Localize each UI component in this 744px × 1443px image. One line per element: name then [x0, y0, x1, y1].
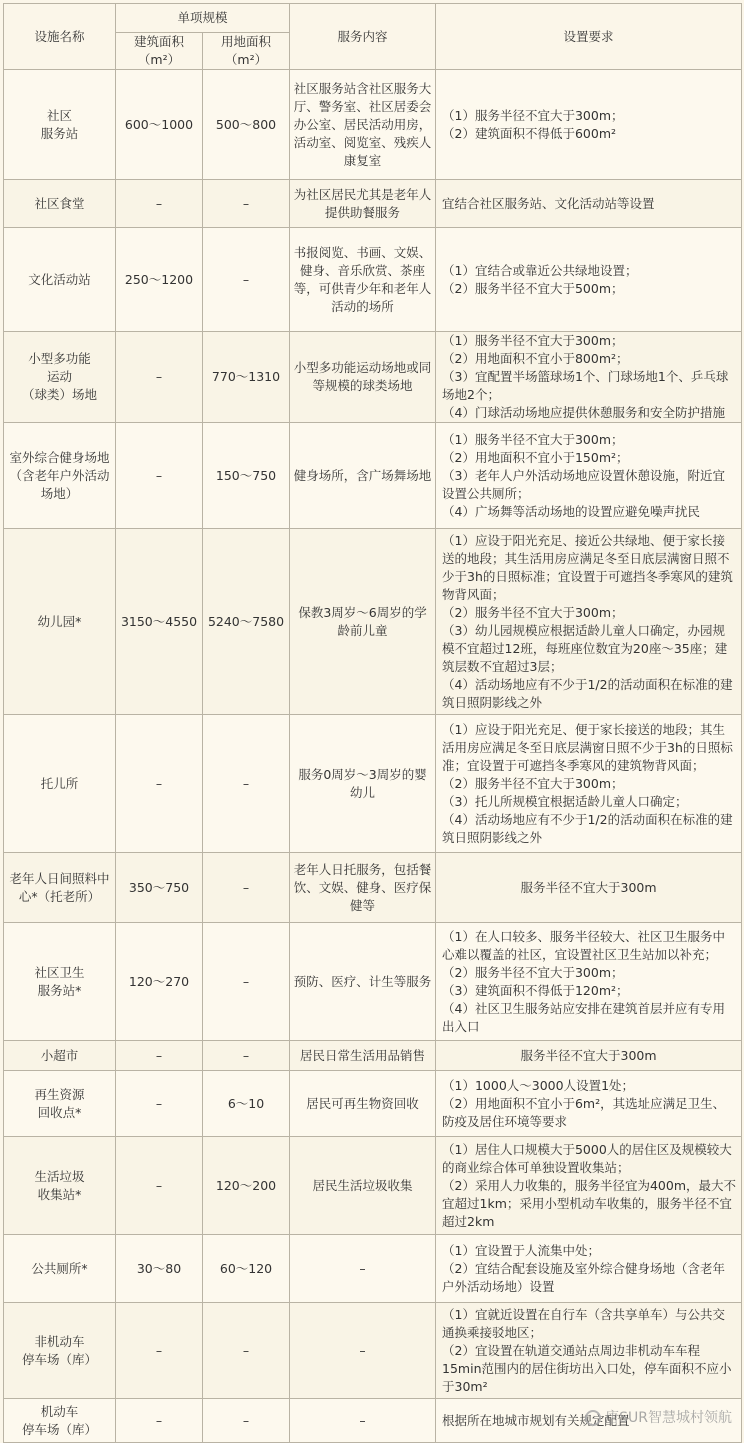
facility-name [4, 70, 116, 180]
requirement-line: （4）活动场地应有不少于1/2的活动面积在标准的建筑日照阴影线之外 [442, 811, 733, 845]
requirement-cell [436, 715, 742, 853]
requirement-line: （1）宜就近设置在自行车（含共享单车）与公共交通换乘接驳地区； [442, 1306, 725, 1340]
facility-name-line: 收集站* [37, 1186, 82, 1202]
requirement-cell [436, 1235, 742, 1303]
facility-name [4, 923, 116, 1041]
requirement-line: （2）服务半径不宜大于500m； [442, 280, 624, 296]
building-area-cell: 120～270 [116, 923, 203, 1041]
building-area-cell: 3150～4550 [116, 529, 203, 715]
facility-name [4, 423, 116, 529]
table-row [4, 70, 742, 180]
header-land-area [203, 33, 290, 70]
header-building-area [116, 33, 203, 70]
requirement-line: （1）1000人～3000人设置1处； [442, 1077, 635, 1093]
facility-name-line: 社区 [46, 107, 72, 123]
requirement-line: （2）建筑面积不得低于600m² [442, 125, 617, 141]
requirement-line: （3）托儿所规模宜根据适龄儿童人口确定； [442, 793, 688, 809]
requirement-line: （1）服务半径不宜大于300m； [442, 333, 624, 348]
service-cell: – [290, 1399, 436, 1443]
service-cell: 预防、医疗、计生等服务 [290, 923, 436, 1041]
land-area-cell: – [203, 180, 290, 228]
facility-name-line: 运动 [46, 369, 72, 384]
requirement-line: 服务半径不宜大于300m [520, 879, 657, 895]
requirement-cell [436, 1303, 742, 1399]
service-cell: 小型多功能运动场地或同等规模的球类场地 [290, 332, 436, 423]
land-area-cell: – [203, 853, 290, 923]
service-cell: 社区服务站含社区服务大厅、警务室、社区居委会办公室、居民活动用房，活动室、阅览室、残疾人康复室 [290, 70, 436, 180]
requirement-line: （1）应设于阳光充足、接近公共绿地、便于家长接送的地段；其生活用房应满足冬至日底层满窗日照不少于3h的日照标准；宜设置于可遮挡冬季寒风的建筑物背风面； [442, 532, 733, 602]
table-row [4, 180, 742, 228]
service-cell: 保教3周岁～6周岁的学龄前儿童 [290, 529, 436, 715]
table-row [4, 1041, 742, 1071]
building-area-cell: – [116, 1137, 203, 1235]
header-name: 设施名称 [4, 4, 116, 70]
requirement-cell [436, 180, 742, 228]
facility-name-line: 服务站 [40, 125, 79, 141]
building-area-cell: – [116, 1071, 203, 1137]
requirement-line: （4）门球活动场地应提供休憩服务和安全防护措施 [442, 405, 725, 420]
requirement-line: （1）在人口较多、服务半径较大、社区卫生服务中心难以覆盖的社区，宜设置社区卫生站加以补充； [442, 928, 725, 962]
watermark-text: 唐SUR智慧城村领航 [605, 1410, 732, 1426]
building-area-cell: 30～80 [116, 1235, 203, 1303]
table-row [4, 1235, 742, 1303]
land-area-cell: – [203, 228, 290, 332]
facility-name [4, 1235, 116, 1303]
requirement-line: （2）用地面积不宜小于800m²； [442, 351, 629, 366]
header-building-area-label: 建筑面积 [133, 34, 184, 49]
facility-name-line: 托儿所 [40, 775, 79, 791]
facility-name [4, 332, 116, 423]
land-area-cell: 500～800 [203, 70, 290, 180]
requirement-cell [436, 70, 742, 180]
building-area-cell: 350～750 [116, 853, 203, 923]
facility-name-line: 小超市 [40, 1047, 79, 1063]
facility-name [4, 1399, 116, 1443]
requirement-line: （3）老年人户外活动场地应设置休憩设施，附近宜设置公共厕所； [442, 467, 725, 501]
header-requirement: 设置要求 [436, 4, 742, 70]
facility-name-line: 停车场（库） [21, 1421, 97, 1437]
land-area-cell: – [203, 715, 290, 853]
requirement-cell [436, 1071, 742, 1137]
requirement-line: （1）宜设置于人流集中处； [442, 1242, 600, 1258]
facility-name [4, 1303, 116, 1399]
requirement-line: （2）宜结合配套设施及室外综合健身场地（含老年户外活动场地）设置 [442, 1260, 725, 1294]
table-row [4, 1137, 742, 1235]
facility-name-line: 社区卫生 [34, 964, 85, 980]
requirement-line: （2）服务半径不宜大于300m； [442, 604, 624, 620]
header-service: 服务内容 [290, 4, 436, 70]
table-row [4, 853, 742, 923]
requirement-line: （3）宜配置半场篮球场1个、门球场地1个、乒乓球场地2个； [442, 369, 729, 402]
facility-name-line: 停车场（库） [21, 1351, 97, 1367]
facility-name-line: 非机动车 [34, 1333, 85, 1349]
requirement-line: （2）服务半径不宜大于300m； [442, 775, 624, 791]
requirement-cell [436, 529, 742, 715]
building-area-cell: – [116, 1303, 203, 1399]
land-area-cell: 770～1310 [203, 332, 290, 423]
requirement-line: （3）幼儿园规模应根据适龄儿童人口确定，办园规模不宜超过12班，每班座位数宜为20座～35座；建筑层数不宜超过3层； [442, 622, 728, 674]
service-cell: – [290, 1235, 436, 1303]
facility-name-line: 小型多功能 [28, 351, 91, 366]
requirement-cell [436, 1137, 742, 1235]
facility-name [4, 529, 116, 715]
facility-name-line: 服务站* [37, 982, 82, 998]
service-cell: 健身场所，含广场舞场地 [290, 423, 436, 529]
facility-name [4, 180, 116, 228]
requirement-line: 服务半径不宜大于300m [520, 1047, 657, 1063]
requirement-cell [436, 853, 742, 923]
requirement-line: 宜结合社区服务站、文化活动站等设置 [442, 195, 655, 211]
header-land-area-unit: （m²） [224, 52, 268, 67]
facility-name-line: 文化活动站 [28, 271, 91, 287]
table-row [4, 715, 742, 853]
facility-name [4, 228, 116, 332]
building-area-cell: – [116, 715, 203, 853]
requirement-line: （1）应设于阳光充足、便于家长接送的地段；其生活用房应满足冬至日底层满窗日照不少于3h的日照标准；宜设置于可遮挡冬季寒风的建筑物背风面； [442, 721, 733, 773]
land-area-cell: – [203, 1303, 290, 1399]
requirement-line: （1）宜结合或靠近公共绿地设置； [442, 262, 638, 278]
requirement-line: （4）活动场地应有不少于1/2的活动面积在标准的建筑日照阴影线之外 [442, 676, 733, 710]
land-area-cell: 150～750 [203, 423, 290, 529]
service-cell: 服务0周岁～3周岁的婴幼儿 [290, 715, 436, 853]
facility-name-line: （球类）场地 [21, 387, 97, 402]
facility-name-line: 公共厕所* [31, 1260, 88, 1276]
requirement-cell [436, 1041, 742, 1071]
building-area-cell: 250～1200 [116, 228, 203, 332]
requirement-line: 根据所在地城市规划有关规定配置 [442, 1412, 630, 1428]
land-area-cell: – [203, 1041, 290, 1071]
table-row [4, 423, 742, 529]
header-scale: 单项规模 [116, 4, 290, 33]
service-cell: 居民生活垃圾收集 [290, 1137, 436, 1235]
requirement-cell [436, 923, 742, 1041]
requirement-line: （2）宜设置在轨道交通站点周边非机动车车程15min范围内的居住街坊出入口处，停车面积不应小于30m² [442, 1342, 732, 1394]
building-area-cell: – [116, 332, 203, 423]
building-area-cell: – [116, 1399, 203, 1443]
requirement-line: （2）用地面积不宜小于150m²； [442, 449, 629, 465]
building-area-cell: 600～1000 [116, 70, 203, 180]
land-area-cell: 60～120 [203, 1235, 290, 1303]
land-area-cell: – [203, 923, 290, 1041]
watermark [585, 1407, 732, 1427]
table-row [4, 332, 742, 423]
requirement-cell [436, 423, 742, 529]
table-row [4, 923, 742, 1041]
table-row [4, 1303, 742, 1399]
facility-name-line: 再生资源 [34, 1086, 85, 1102]
facility-name-line: 老年人日间照料中心*（托老所） [9, 870, 110, 904]
facility-name-line: 幼儿园* [37, 613, 82, 629]
requirement-line: （2）服务半径不宜大于300m； [442, 964, 624, 980]
building-area-cell: – [116, 180, 203, 228]
land-area-cell: – [203, 1399, 290, 1443]
building-area-cell: – [116, 1041, 203, 1071]
requirement-line: （1）居住人口规模大于5000人的居住区及规模较大的商业综合体可单独设置收集站； [442, 1141, 732, 1175]
service-cell: 书报阅览、书画、文娱、健身、音乐欣赏、茶座等，可供青少年和老年人活动的场所 [290, 228, 436, 332]
requirement-line: （2）用地面积不宜小于6m²，其选址应满足卫生、防疫及居住环境等要求 [442, 1095, 726, 1129]
requirement-cell [436, 332, 742, 423]
requirement-line: （1）服务半径不宜大于300m； [442, 431, 624, 447]
facility-name [4, 1071, 116, 1137]
land-area-cell: 120～200 [203, 1137, 290, 1235]
facility-table [3, 3, 742, 1443]
land-area-cell: 6～10 [203, 1071, 290, 1137]
facility-name-line: 社区食堂 [34, 195, 85, 211]
requirement-line: （2）采用人力收集的，服务半径宜为400m，最大不宜超过1km；采用小型机动车收集的，服务半径不宜超过2km [442, 1177, 737, 1229]
table-row [4, 529, 742, 715]
service-cell: – [290, 1303, 436, 1399]
requirement-line: （4）广场舞等活动场地的设置应避免噪声扰民 [442, 503, 700, 519]
facility-name-line: 室外综合健身场地（含老年户外活动场地） [9, 449, 110, 501]
facility-name [4, 1041, 116, 1071]
facility-name [4, 1137, 116, 1235]
requirement-line: （4）社区卫生服务站应安排在建筑首层并应有专用出入口 [442, 1000, 725, 1034]
service-cell: 老年人日托服务，包括餐饮、文娱、健身、医疗保健等 [290, 853, 436, 923]
facility-name [4, 853, 116, 923]
service-cell: 为社区居民尤其是老年人提供助餐服务 [290, 180, 436, 228]
wechat-icon [585, 1410, 601, 1426]
facility-name-line: 回收点* [37, 1104, 82, 1120]
building-area-cell: – [116, 423, 203, 529]
header-land-area-label: 用地面积 [221, 34, 272, 49]
requirement-line: （1）服务半径不宜大于300m； [442, 107, 624, 123]
header-building-area-unit: （m²） [137, 52, 181, 67]
facility-name-line: 机动车 [40, 1403, 79, 1419]
land-area-cell: 5240～7580 [203, 529, 290, 715]
service-cell: 居民日常生活用品销售 [290, 1041, 436, 1071]
service-cell: 居民可再生物资回收 [290, 1071, 436, 1137]
table-row [4, 228, 742, 332]
facility-name [4, 715, 116, 853]
table-row [4, 1071, 742, 1137]
requirement-cell [436, 228, 742, 332]
facility-name-line: 生活垃圾 [34, 1168, 85, 1184]
requirement-line: （3）建筑面积不得低于120m²； [442, 982, 629, 998]
